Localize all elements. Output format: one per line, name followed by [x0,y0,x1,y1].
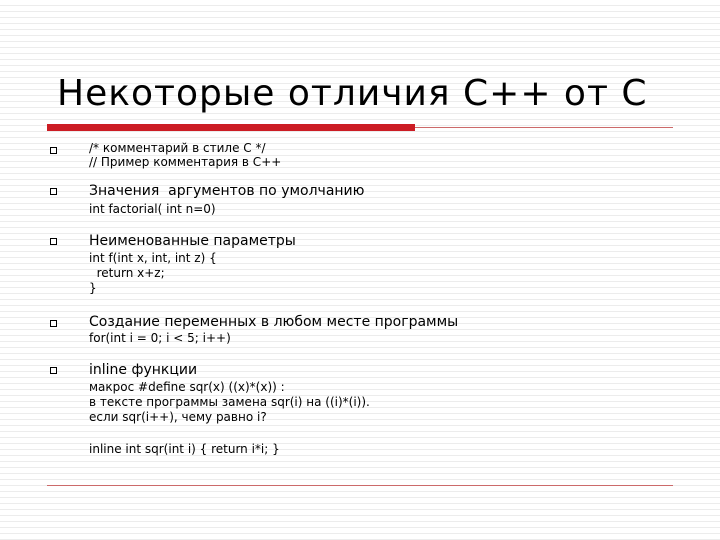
item-heading: Неименованные параметры [89,233,296,249]
bullet-marker [50,367,57,374]
code-line: inline int sqr(int i) { return i*i; } [89,442,280,456]
bullet-marker [50,320,57,327]
code-line: int factorial( int n=0) [89,202,216,216]
code-line: return x+z; [89,266,165,280]
title-accent-bar [47,124,415,131]
title-underline-right [415,127,673,128]
item-heading: Значения аргументов по умолчанию [89,183,365,199]
item-heading: Создание переменных в любом месте программы [89,314,459,330]
bullet-marker [50,188,57,195]
code-line: в тексте программы замена sqr(i) на ((i)*(i)). [89,395,370,409]
item-heading: inline функции [89,362,198,378]
code-line: /* комментарий в стиле С */ [89,141,266,155]
code-line: for(int i = 0; i < 5; i++) [89,331,231,345]
bullet-marker [50,147,57,154]
code-line: } [89,281,97,295]
footer-rule [47,485,673,486]
bullet-marker [50,238,57,245]
slide-title: Некоторые отличия С++ от С [57,73,648,114]
code-line: int f(int x, int, int z) { [89,251,217,265]
code-line: если sqr(i++), чему равно i? [89,410,267,424]
code-line: макрос #define sqr(x) ((x)*(x)) : [89,380,285,394]
code-line: // Пример комментария в С++ [89,155,282,169]
